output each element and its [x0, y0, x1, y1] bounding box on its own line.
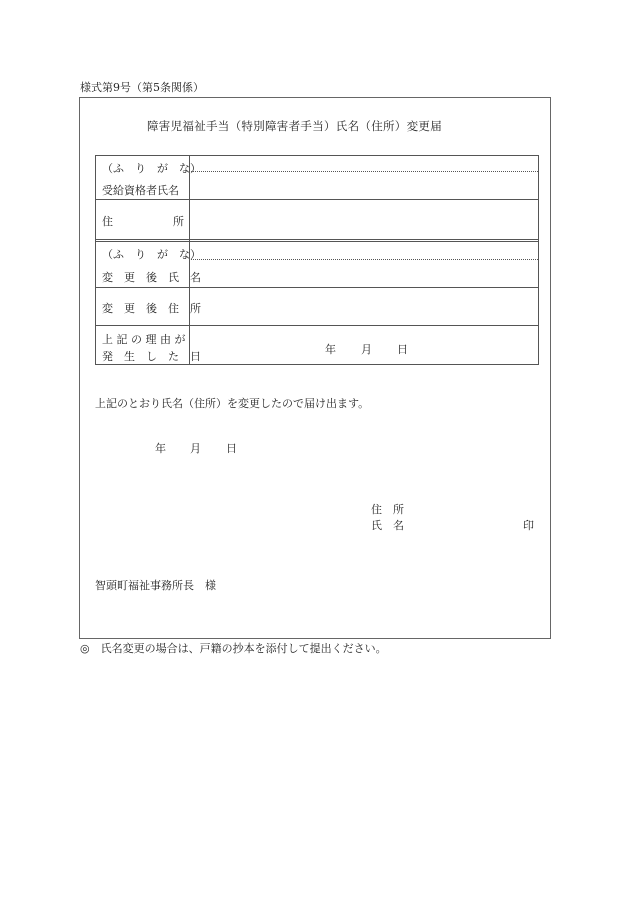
- statement-text: 上記のとおり氏名（住所）を変更したので届け出ます。: [95, 397, 370, 410]
- date-day-label: 日: [397, 343, 408, 356]
- footnote: ◎ 氏名変更の場合は、戸籍の抄本を添付して提出ください。: [80, 642, 387, 655]
- new-name-label: 変 更 後 氏 名: [102, 271, 201, 284]
- furigana-divider-2: [189, 259, 538, 260]
- row-divider: [96, 239, 538, 240]
- addressee: 智頭町福祉事務所長 様: [95, 579, 216, 592]
- date-month-label: 月: [361, 343, 372, 356]
- submit-month-label: 月: [190, 442, 201, 455]
- recipient-name-label: 受給資格者氏名: [102, 184, 179, 197]
- applicant-name-label: 氏 名: [371, 519, 404, 532]
- address-label-left: 住: [102, 215, 113, 228]
- address-label-right: 所: [173, 215, 184, 228]
- seal-mark: 印: [523, 519, 534, 532]
- reason-date-label-2: 発 生 し た 日: [102, 350, 201, 363]
- row-divider: [96, 325, 538, 326]
- furigana-label-2: （ふ り が な）: [102, 248, 201, 261]
- submit-day-label: 日: [226, 442, 237, 455]
- row-divider-double: [96, 241, 538, 242]
- row-divider: [96, 199, 538, 200]
- furigana-divider-1: [189, 171, 538, 172]
- furigana-label-1: （ふ り が な）: [102, 162, 201, 175]
- date-year-label: 年: [325, 343, 336, 356]
- form-title: 障害児福祉手当（特別障害者手当）氏名（住所）変更届: [147, 119, 442, 133]
- form-number: 様式第9号（第5条関係）: [80, 81, 204, 94]
- row-divider: [96, 287, 538, 288]
- new-address-label: 変 更 後 住 所: [102, 302, 201, 315]
- submit-year-label: 年: [155, 442, 166, 455]
- applicant-address-label: 住 所: [371, 503, 404, 516]
- info-table: [95, 155, 539, 365]
- reason-date-label-1: 上 記 の 理 由 が: [102, 333, 186, 346]
